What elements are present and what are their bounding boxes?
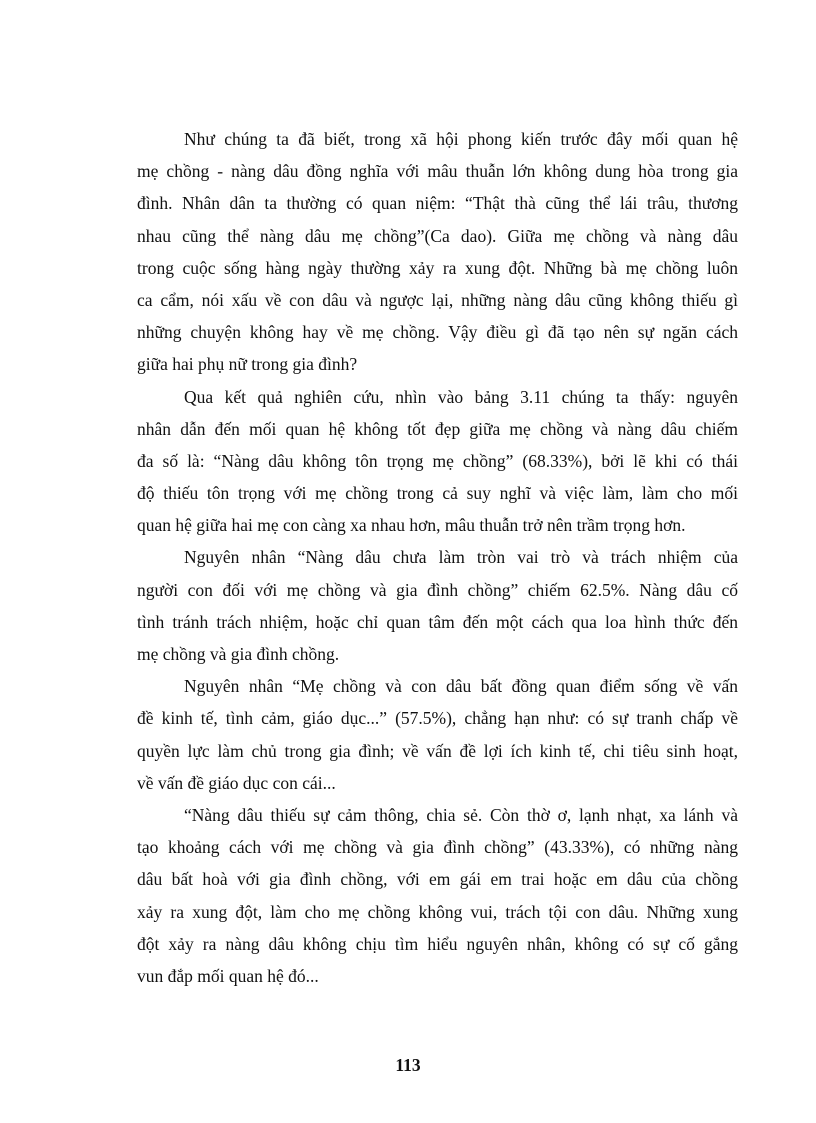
text-line: người con đối với mẹ chồng và gia đình chồng” chiếm 62.5%. Nàng dâu cố xyxy=(137,579,738,600)
text-line: độ thiếu tôn trọng với mẹ chồng trong cả suy nghĩ và việc làm, làm cho mối xyxy=(137,483,738,504)
text-line: đa số là: “Nàng dâu không tôn trọng mẹ chồng” (68.33%), bởi lẽ khi có thái xyxy=(137,450,738,471)
text-line: nhau cũng thể nàng dâu mẹ chồng”(Ca dao). Giữa mẹ chồng và nàng dâu xyxy=(137,225,738,246)
text-line: Nguyên nhân “Mẹ chồng và con dâu bất đồng quan điểm sống về vấn xyxy=(184,676,738,697)
text-line: đề kinh tế, tình cảm, giáo dục...” (57.5%), chẳng hạn như: có sự tranh chấp về xyxy=(137,708,738,729)
text-line: Qua kết quả nghiên cứu, nhìn vào bảng 3.11 chúng ta thấy: nguyên xyxy=(184,386,738,407)
text-line: những chuyện không hay về mẹ chồng. Vậy điều gì đã tạo nên sự ngăn cách xyxy=(137,322,738,343)
text-line: giữa hai phụ nữ trong gia đình? xyxy=(137,354,358,375)
text-line: nhân dẫn đến mối quan hệ không tốt đẹp giữa mẹ chồng và nàng dâu chiếm xyxy=(137,418,738,439)
text-line: trong cuộc sống hàng ngày thường xảy ra xung đột. Những bà mẹ chồng luôn xyxy=(137,257,738,278)
body-text xyxy=(137,123,738,992)
text-line: quan hệ giữa hai mẹ con càng xa nhau hơn, mâu thuẫn trở nên trầm trọng hơn. xyxy=(137,515,686,536)
paragraph-2 xyxy=(137,381,738,542)
text-line: ca cẩm, nói xấu về con dâu và ngược lại, những nàng dâu cũng không thiếu gì xyxy=(137,289,738,310)
text-line: Như chúng ta đã biết, trong xã hội phong kiến trước đây mối quan hệ xyxy=(184,129,738,149)
paragraph-3 xyxy=(137,541,738,670)
paragraph-1 xyxy=(137,123,738,381)
text-line: tạo khoảng cách với mẹ chồng và gia đình chồng” (43.33%), có những nàng xyxy=(137,837,738,858)
text-line: dâu bất hoà với gia đình chồng, với em gái em trai hoặc em dâu của chồng xyxy=(137,869,738,890)
text-line: “Nàng dâu thiếu sự cảm thông, chia sẻ. Còn thờ ơ, lạnh nhạt, xa lánh và xyxy=(184,804,738,825)
text-line: đột xảy ra nàng dâu không chịu tìm hiểu nguyên nhân, không có sự cố gắng xyxy=(137,933,738,954)
text-line: xảy ra xung đột, làm cho mẹ chồng không vui, trách tội con dâu. Những xung xyxy=(137,901,738,922)
page-number: 113 xyxy=(395,1055,421,1075)
paragraph-5 xyxy=(137,799,738,992)
text-line: tình tránh trách nhiệm, hoặc chỉ quan tâm đến một cách qua loa hình thức đến xyxy=(137,611,738,632)
text-line: mẹ chồng và gia đình chồng. xyxy=(137,644,340,664)
paragraph-4 xyxy=(137,670,738,799)
text-line: đình. Nhân dân ta thường có quan niệm: “Thật thà cũng thể lái trâu, thương xyxy=(137,193,738,214)
text-line: quyền lực làm chủ trong gia đình; về vấn đề lợi ích kinh tế, chi tiêu sinh hoạt, xyxy=(137,740,738,761)
text-line: vun đắp mối quan hệ đó... xyxy=(137,965,319,986)
text-line: mẹ chồng - nàng dâu đồng nghĩa với mâu thuẫn lớn không dung hòa trong gia xyxy=(137,161,738,182)
text-line: Nguyên nhân “Nàng dâu chưa làm tròn vai trò và trách nhiệm của xyxy=(184,547,738,568)
text-line: về vấn đề giáo dục con cái... xyxy=(137,772,336,793)
